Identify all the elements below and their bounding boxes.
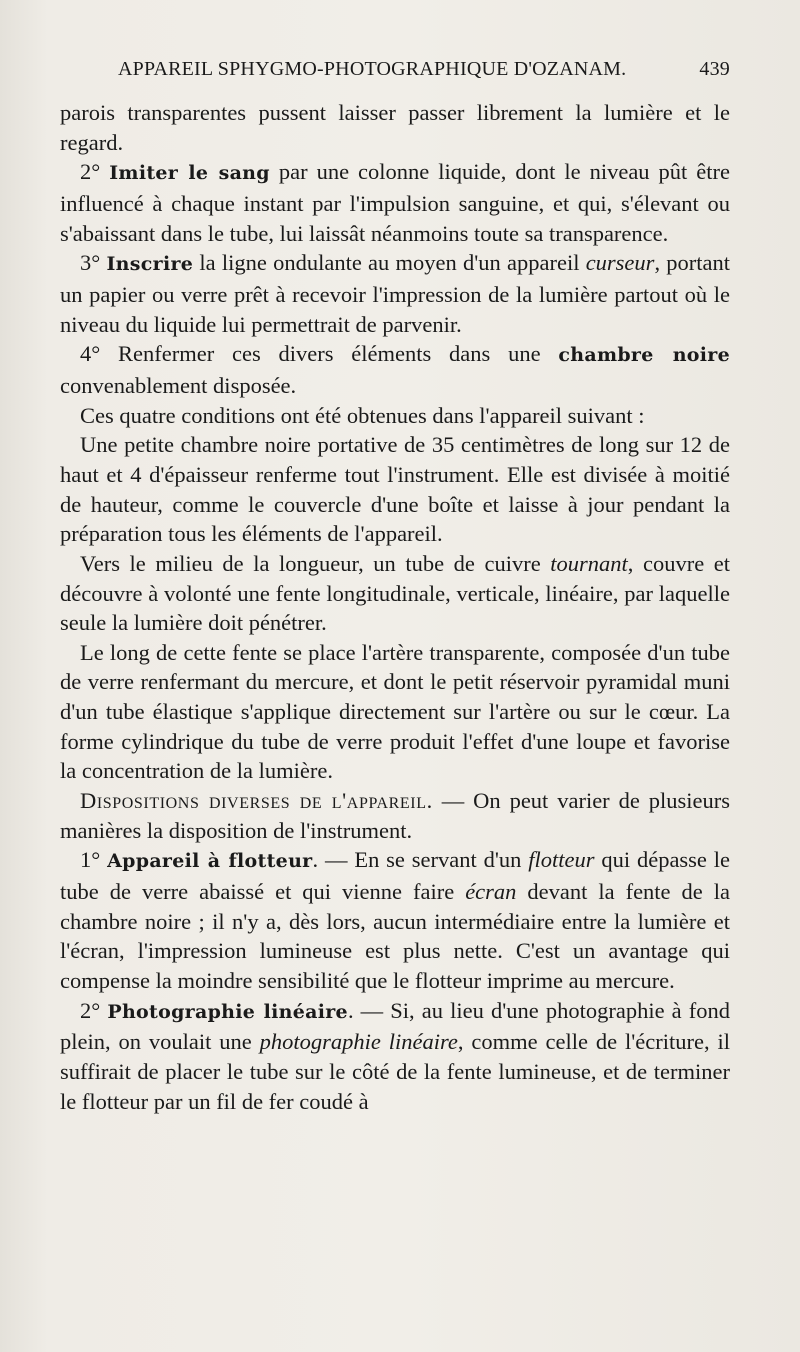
paragraph: [60, 98, 730, 157]
paragraph: [60, 430, 730, 549]
paragraph: [60, 845, 730, 995]
text-run: 2°: [80, 159, 110, 185]
running-title: APPAREIL SPHYGMO-PHOTOGRAPHIQUE D'OZANAM.: [118, 58, 627, 80]
bold-heading-text: Appareil à flotteur: [107, 850, 313, 873]
italic-text: écran: [465, 879, 517, 905]
text-run: 2°: [80, 997, 108, 1023]
italic-text: curseur: [585, 250, 655, 276]
text-run: . — Si, au lieu d'une photographie à fond plein, on voulait une: [60, 997, 730, 1055]
paragraph: [60, 786, 730, 845]
paragraph: [60, 248, 730, 339]
bold-heading-text: Inscrire: [106, 253, 194, 276]
text-run: — On peut varier de plusieurs manières la disposition de l'instrument.: [60, 788, 730, 843]
text-run: convenablement disposée.: [60, 372, 297, 398]
italic-text: tournant: [550, 550, 628, 576]
text-run: parois transparentes pussent laisser passer librement la lumière et le regard.: [60, 100, 730, 155]
text-run: la ligne ondulante au moyen d'un appareil: [193, 250, 586, 276]
bold-heading-text: chambre noire: [558, 344, 731, 367]
paragraph: [60, 549, 730, 638]
text-run: 1°: [80, 847, 108, 873]
text-run: Vers le milieu de la longueur, un tube de cuivre: [80, 550, 551, 576]
text-run: par une colonne liquide, dont le niveau pût être influencé à chaque instant par l'impulsion sanguine, et qui, s'élevant ou s'abaissant dans le tube, lui laissât néanmoins toute sa transparence.: [60, 159, 730, 246]
paragraph: [60, 638, 730, 786]
text-run: qui dépasse le tube de verre abaissé et qui vienne faire: [60, 847, 731, 905]
paragraph: [60, 339, 730, 400]
text-run: , comme celle de l'écriture, il suffirait de placer le tube sur le côté de la fente lumineuse, et de terminer le flotteur par un fil de fer coudé à: [60, 1029, 730, 1114]
text-run: Le long de cette fente se place l'artère transparente, composée d'un tube de verre renfermant du mercure, et dont le petit réservoir pyramidal muni d'un tube élastique s'applique directement sur l'artère ou sur le cœur. La forme cylindrique du tube de verre produit l'effet d'une loupe et favorise la concentration de la lumière.: [60, 639, 730, 784]
paragraph: [60, 996, 730, 1117]
page-number: 439: [699, 58, 730, 80]
bold-heading-text: Imiter le sang: [109, 162, 270, 185]
text-run: , portant un papier ou verre prêt à recevoir l'impression de la lumière partout où le niveau du liquide lui permettrait de parvenir.: [60, 250, 731, 337]
body-text: [60, 98, 730, 1116]
text-run: . — En se servant d'un: [312, 847, 529, 873]
bold-heading-text: Photographie linéaire: [107, 1000, 348, 1023]
running-header: [118, 58, 730, 88]
text-run: Une petite chambre noire portative de 35 centimètres de long sur 12 de haut et 4 d'épaisseur renferme tout l'instrument. Elle est divisée à moitié de hauteur, comme le couvercle d'une boîte et laisse à jour pendant la préparation tous les éléments de l'appareil.: [60, 432, 730, 547]
text-run: 3°: [80, 250, 107, 276]
small-caps-heading: Dispositions diverses de l'appareil.: [80, 788, 433, 814]
italic-text: flotteur: [528, 847, 595, 873]
text-run: Ces quatre conditions ont été obtenues dans l'appareil suivant :: [80, 402, 645, 428]
text-run: devant la fente de la chambre noire ; il n'y a, dès lors, aucun intermédiaire entre la lumière et l'écran, l'impression lumineuse est plus nette. C'est un avantage qui compense la moindre sensibilité que le flotteur imprime au mercure.: [60, 879, 730, 994]
italic-text: photographie linéaire: [259, 1029, 458, 1055]
text-run: 4° Renfermer ces divers éléments dans une: [80, 341, 559, 367]
text-run: , couvre et découvre à volonté une fente longitudinale, verticale, linéaire, par laquelle seule la lumière doit pénétrer.: [60, 550, 730, 636]
paragraph: [60, 401, 730, 431]
paragraph: [60, 157, 730, 248]
